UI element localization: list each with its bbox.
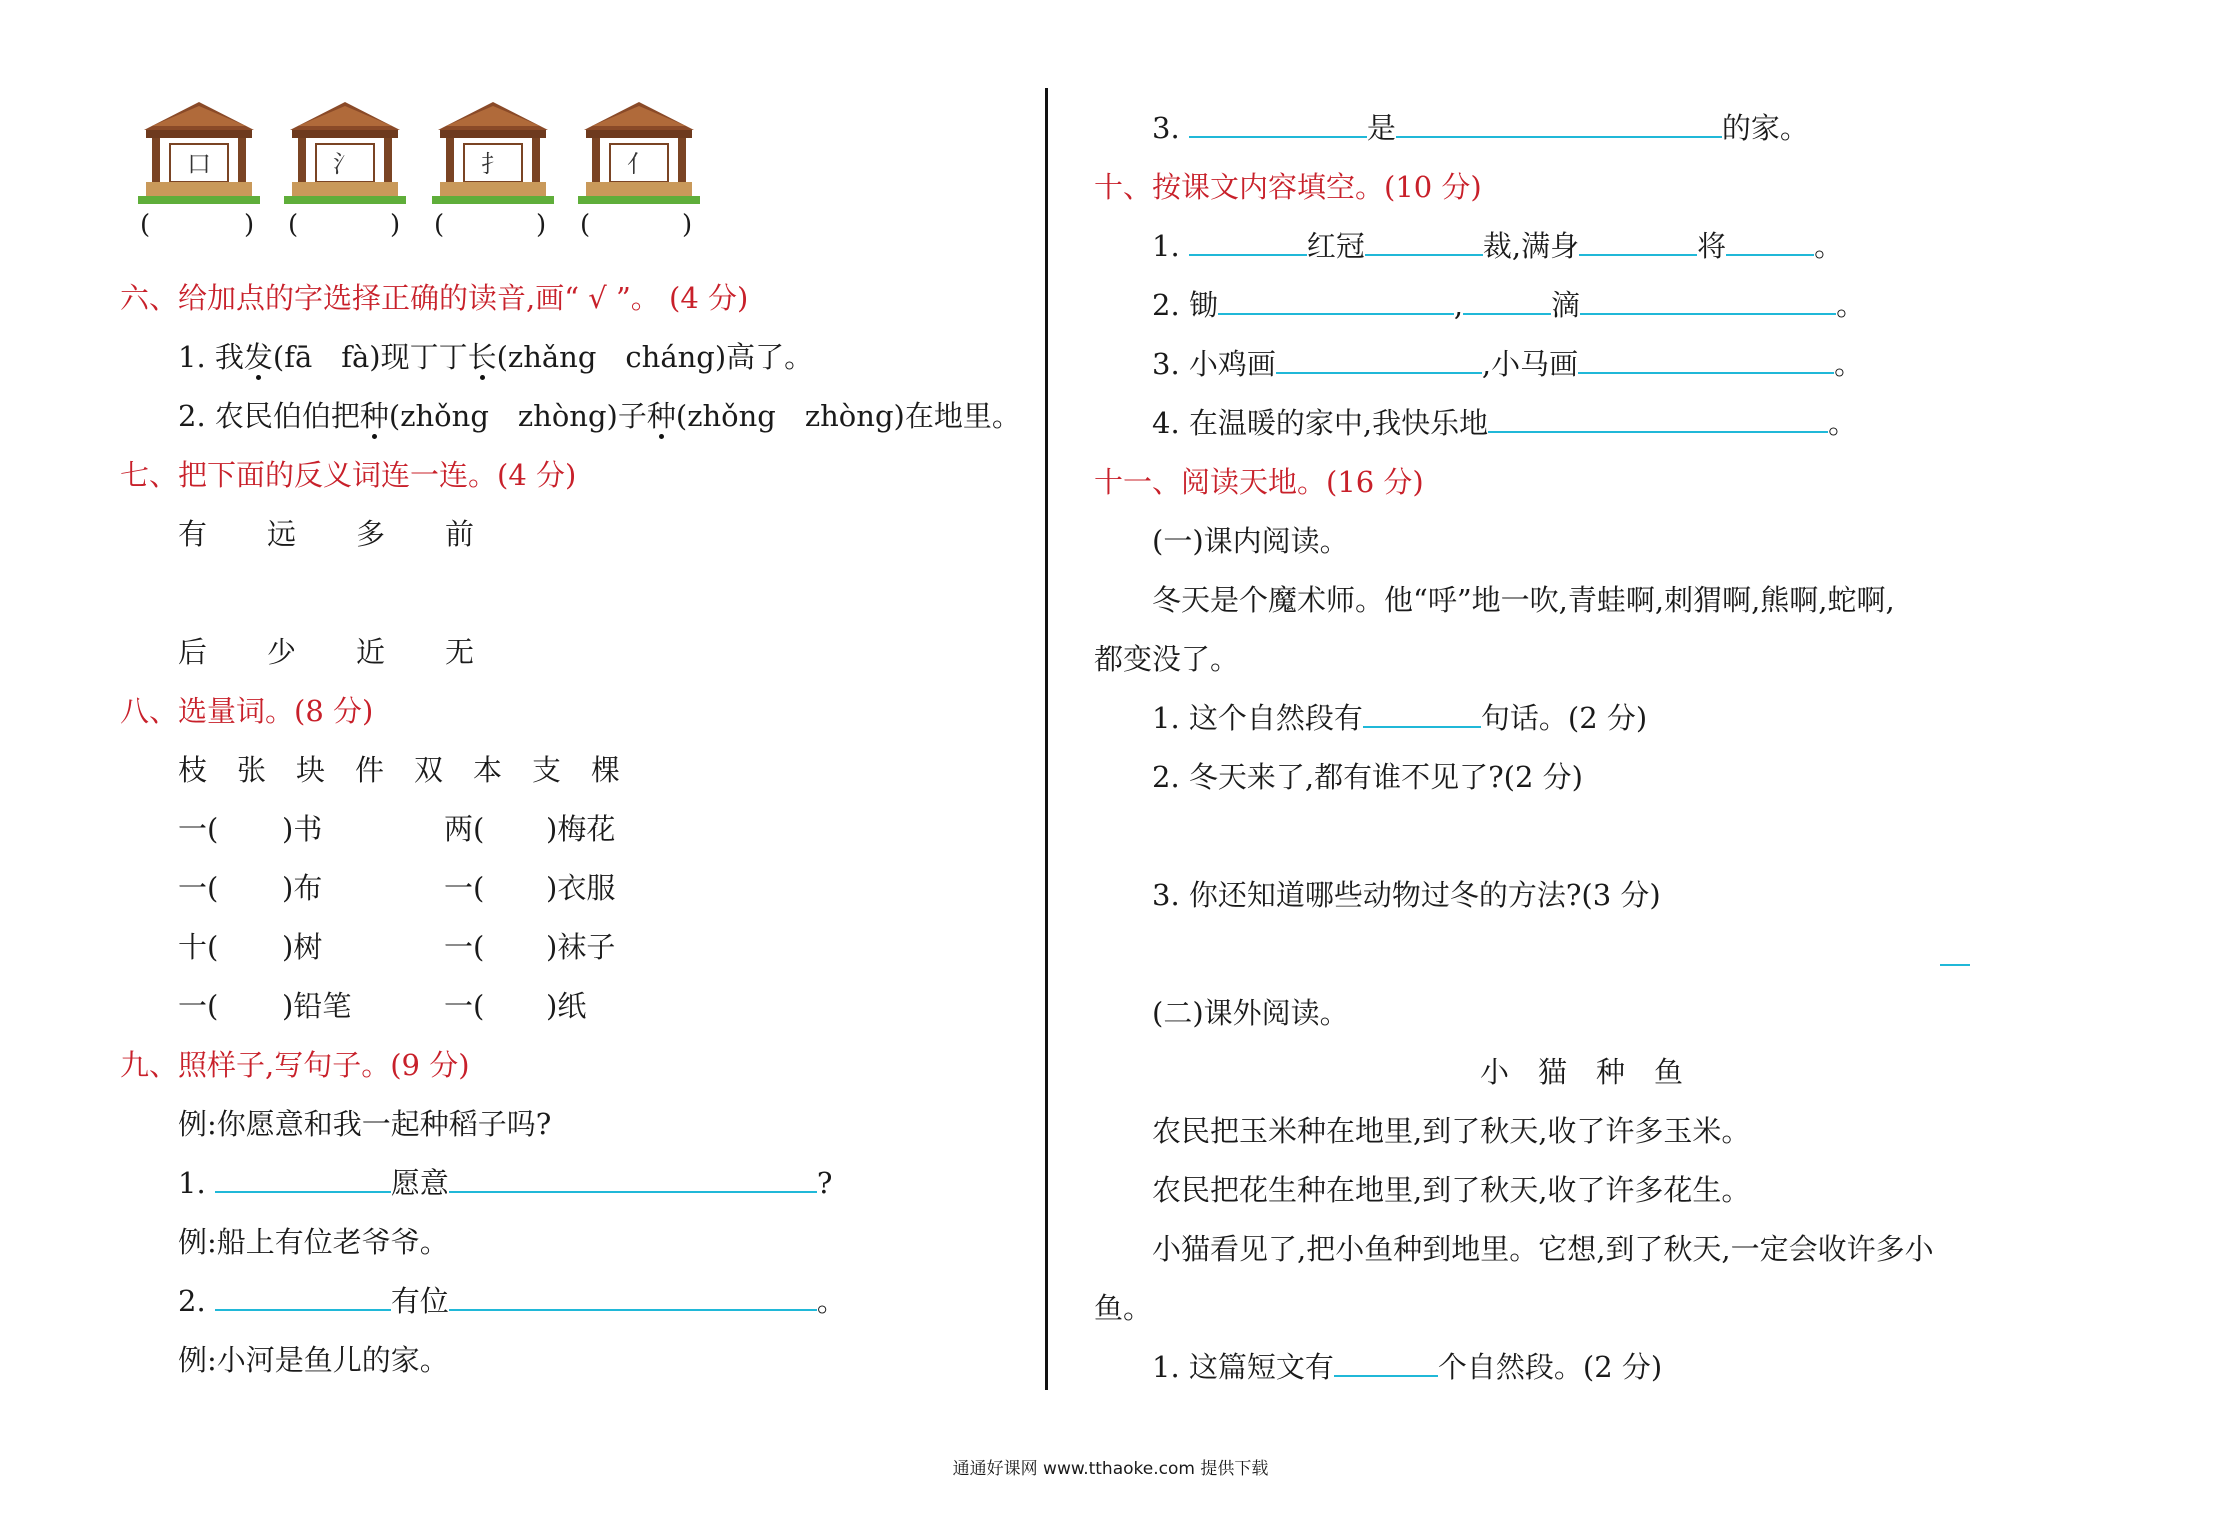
section-7-title: 七、把下面的反义词连一连。(4 分) — [120, 458, 577, 492]
antonym-word: 近 — [356, 635, 386, 669]
measure-word: 双 — [414, 753, 444, 787]
reading-passage-1a: 冬天是个魔术师。他“呼”地一吹,青蛙啊,刺猬啊,熊啊,蛇啊, — [1152, 583, 1895, 617]
blank-line[interactable] — [1396, 108, 1722, 138]
blank-line[interactable] — [1488, 403, 1828, 433]
measure-word: 张 — [237, 753, 267, 787]
blank-line[interactable] — [215, 1163, 391, 1193]
house-illustration-3 — [432, 100, 554, 204]
blank-line[interactable] — [1580, 285, 1836, 315]
paren-open-2: ( — [288, 210, 299, 240]
paren-open-3: ( — [434, 210, 445, 240]
blank-line[interactable] — [1726, 226, 1814, 256]
paren-close-1: ) — [244, 210, 255, 240]
paren-close-3: ) — [536, 210, 547, 240]
antonym-word: 有 — [178, 517, 208, 551]
reading-part-1-label: (一)课内阅读。 — [1152, 524, 1349, 558]
fill-item-4: 4. 在温暖的家中,我快乐地 。 — [1152, 403, 1857, 443]
story-paragraph-3a: 小猫看见了,把小鱼种到地里。它想,到了秋天,一定会收许多小 — [1152, 1232, 1934, 1266]
fill-item-3: 3. 小鸡画 ,小马画 。 — [1152, 344, 1863, 384]
section-10-title: 十、按课文内容填空。(10 分) — [1094, 170, 1482, 204]
section-6-item-2: 2. 农民伯伯把种(zhǒng zhòng)子种(zhǒng zhòng)在地里。 — [178, 399, 1021, 433]
blank-line[interactable] — [1579, 226, 1697, 256]
paren-close-4: ) — [682, 210, 693, 240]
reading-question-3: 3. 你还知道哪些动物过冬的方法?(3 分) — [1152, 878, 1661, 912]
answer-line-short[interactable] — [1940, 964, 1970, 966]
antonym-word: 多 — [356, 517, 386, 551]
blank-line[interactable] — [1189, 108, 1367, 138]
section-9-title: 九、照样子,写句子。(9 分) — [120, 1048, 470, 1082]
fill-item-2: 2. 锄 , 滴 。 — [1152, 285, 1865, 325]
house-radical-2: 氵 — [333, 150, 357, 178]
paren-open-4: ( — [580, 210, 591, 240]
antonym-word: 后 — [178, 635, 208, 669]
measure-word: 本 — [473, 753, 503, 787]
example-2: 例:船上有位老爷爷。 — [178, 1225, 449, 1259]
blank-line[interactable] — [449, 1281, 817, 1311]
fill-item-1: 1. 红冠 裁,满身 将 。 — [1152, 226, 1843, 266]
section-8-title: 八、选量词。(8 分) — [120, 694, 374, 728]
antonym-word: 无 — [445, 635, 475, 669]
antonym-word: 远 — [267, 517, 297, 551]
blank-line[interactable] — [1334, 1347, 1438, 1377]
column-divider — [1045, 88, 1048, 1390]
blank-line[interactable] — [1463, 285, 1551, 315]
antonym-word: 少 — [267, 635, 297, 669]
antonym-word: 前 — [445, 517, 475, 551]
reading-passage-1b: 都变没了。 — [1094, 642, 1240, 676]
blank-line[interactable] — [1363, 698, 1481, 728]
story-title: 小 猫 种 鱼 — [1480, 1055, 1684, 1089]
story-paragraph-2: 农民把花生种在地里,到了秋天,收了许多花生。 — [1152, 1173, 1751, 1207]
reading-question-2: 2. 冬天来了,都有谁不见了?(2 分) — [1152, 760, 1583, 794]
section-11-title: 十一、阅读天地。(16 分) — [1094, 465, 1424, 499]
blank-line[interactable] — [1189, 226, 1307, 256]
house-illustration-4 — [578, 100, 700, 204]
blank-line[interactable] — [449, 1163, 817, 1193]
measure-word: 支 — [532, 753, 562, 787]
blank-line[interactable] — [215, 1281, 391, 1311]
blank-line[interactable] — [1218, 285, 1454, 315]
blank-line[interactable] — [1578, 344, 1834, 374]
house-radical-3: 扌 — [481, 150, 505, 178]
house-radical-4: 亻 — [627, 150, 651, 178]
sentence-3: 3. 是 的家。 — [1152, 108, 1809, 148]
reading-part-2-label: (二)课外阅读。 — [1152, 996, 1349, 1030]
paren-close-2: ) — [390, 210, 401, 240]
paren-open-1: ( — [140, 210, 151, 240]
sentence-1: 1. 愿意 ? — [178, 1163, 832, 1203]
section-6-title: 六、给加点的字选择正确的读音,画“ √ ”。 (4 分) — [120, 281, 749, 315]
story-paragraph-3b: 鱼。 — [1094, 1291, 1153, 1325]
house-illustration-1 — [138, 100, 260, 204]
measure-word: 枝 — [178, 753, 208, 787]
example-1: 例:你愿意和我一起种稻子吗? — [178, 1107, 552, 1141]
measure-word: 块 — [296, 753, 326, 787]
example-3: 例:小河是鱼儿的家。 — [178, 1343, 449, 1377]
sentence-2: 2. 有位 。 — [178, 1281, 846, 1321]
reading-question-4: 1. 这篇短文有 个自然段。(2 分) — [1152, 1347, 1662, 1387]
house-radical-1: 口 — [187, 150, 211, 178]
blank-line[interactable] — [1365, 226, 1483, 256]
reading-question-1: 1. 这个自然段有 句话。(2 分) — [1152, 698, 1647, 738]
measure-word: 件 — [355, 753, 385, 787]
measure-word: 棵 — [591, 753, 621, 787]
house-illustration-2 — [284, 100, 406, 204]
story-paragraph-1: 农民把玉米种在地里,到了秋天,收了许多玉米。 — [1152, 1114, 1751, 1148]
section-6-item-1: 1. 我发(fā fà)现丁丁长(zhǎng cháng)高了。 — [178, 340, 814, 374]
blank-line[interactable] — [1276, 344, 1482, 374]
page-footer: 通通好课网 www.tthaoke.com 提供下载 — [952, 1459, 1269, 1479]
